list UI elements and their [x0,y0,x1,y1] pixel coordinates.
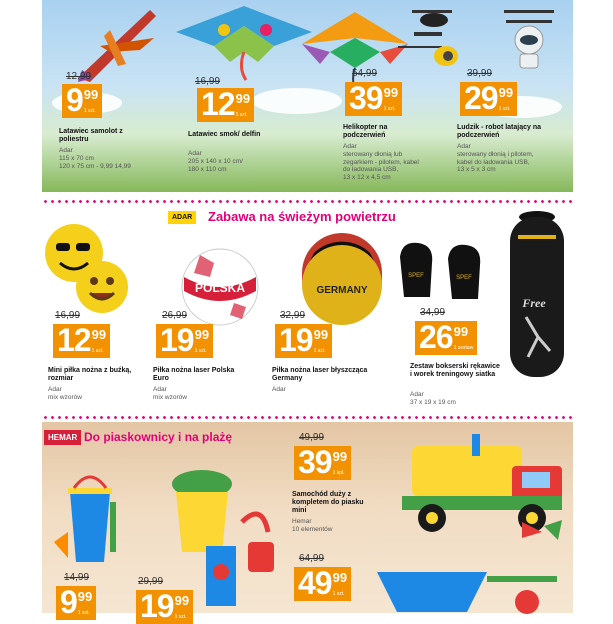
outdoor-section [42,207,573,413]
old-price: 49,99 [299,432,325,443]
price-unit: 1 szt. [313,348,326,354]
section-title: Do piaskownicy i na plażę [84,430,233,444]
glove-label: SPEF [456,275,472,281]
dotted-divider [42,200,573,203]
price-badge [53,324,110,358]
price-unit: 1 kpl. [332,470,345,476]
old-price: 12,99 [66,71,92,82]
glove-label: SPEF [408,273,424,279]
product-detail-line: zegarkiem - pilotem, kabel [343,158,419,166]
old-price: 39,99 [467,68,493,79]
price-unit: 1 szt. [83,108,96,114]
poland-ball-image [180,247,260,327]
product-detail-line: do ładowania USB, [343,166,399,174]
product-detail-line: 10 elementów [292,525,333,533]
price-badge [56,586,96,620]
helicopter-image [382,2,462,72]
product-brand: Adar [59,147,73,154]
brand-logo: ADAR [168,211,196,224]
product-name: Piłka nożna laser Polska Euro [153,367,235,383]
product-brand: Adar [48,386,62,393]
ball-label: GERMANY [316,285,368,296]
price-badge [294,567,351,601]
product-details [188,150,298,173]
price-integer: 12 [201,86,235,122]
bucket-set-image [50,462,130,572]
product-name: Piłka nożna laser błyszcząca Germany [272,367,368,383]
price-integer: 12 [57,322,91,358]
product-name: Mini piłka nożna z buźką, rozmiar [48,367,132,383]
price-badge [294,446,351,480]
price-unit: 1 szt. [332,591,345,597]
wheelbarrow-image [367,562,567,617]
product-detail-line: mix wzorów [48,393,82,401]
old-price: 26,99 [162,310,188,321]
product-detail-line: 115 x 70 cm [59,154,94,162]
price-unit: 1 szt. [194,348,207,354]
kites-section [42,0,573,192]
price-decimal: 99 [313,327,329,342]
product-detail-line: 13 x 5 x 3 cm [457,166,496,174]
boxing-gloves-image [394,237,494,307]
price-integer: 9 [60,584,77,620]
price-badge [156,324,213,358]
ball-label: POLSKA [194,281,246,295]
product-brand: Adar [272,386,286,393]
price-unit: 1 szt. [383,106,396,112]
product-detail-line: sterowany dłonią i pilotem, [457,150,534,158]
price-decimal: 99 [383,85,399,100]
price-badge [275,324,332,358]
price-unit: 1 szt. [77,610,90,616]
price-unit: 1 zestaw [453,345,474,351]
price-badge [136,590,193,624]
section-title: Zabawa na świeżym powietrzu [208,209,396,224]
product-name: Ludzik - robot latający na podczerwień [457,124,542,140]
product-detail-line: 180 x 110 cm [188,165,227,173]
price-decimal: 99 [453,324,469,339]
price-badge [415,321,477,355]
product-brand: Adar [457,143,471,150]
price-integer: 19 [160,322,194,358]
price-integer: 26 [419,319,453,355]
old-price: 14,99 [64,572,90,583]
price-decimal: 99 [174,593,190,608]
dragon-kite-image [174,2,314,82]
old-price: 29,99 [138,576,164,587]
product-name: Latawiec samolot z poliestru [59,128,123,144]
price-integer: 19 [140,588,174,624]
sand-section [42,422,573,624]
dotted-divider [42,416,573,419]
price-decimal: 99 [235,91,251,106]
product-brand: Hemar [292,518,312,525]
flying-robot-image [494,0,564,75]
price-decimal: 99 [194,327,210,342]
old-price: 16,99 [55,310,81,321]
product-detail-line: mix wzorów [153,393,187,401]
price-badge [197,88,254,122]
product-name: Samochód duży z kompletem do piasku mini [292,491,364,515]
product-detail-line: 205 x 140 x 10 cm/ [188,157,243,165]
product-details [457,143,567,174]
brand-logo: HEMAR [44,430,81,445]
product-brand: Adar [343,143,357,150]
price-badge [460,82,517,116]
old-price: 64,99 [299,553,325,564]
price-integer: 19 [279,322,313,358]
product-details [292,518,376,534]
price-badge [345,82,402,116]
old-price: 32,99 [280,310,306,321]
product-name: Latawiec smok/ delfin [188,131,261,138]
product-name: Helikopter na podczerwień [343,124,388,140]
product-details [272,386,372,394]
price-integer: 29 [464,80,498,116]
product-brand: Adar [188,150,202,157]
price-decimal: 99 [498,85,514,100]
product-name: Zestaw bokserski rękawice i worek treningowy siatka [410,363,500,379]
product-details [343,143,453,182]
product-detail-line: 120 x 75 cm - 9,99 14,99 [59,162,131,170]
germany-ball-image [300,243,384,327]
bag-label: Free [522,296,546,310]
smiley-balls-image [42,223,132,315]
old-price: 16,99 [195,76,221,87]
dump-truck-image [372,426,572,546]
product-details [48,386,148,402]
product-detail-line: kabel do ładowania USB, [457,158,530,166]
price-integer: 39 [298,444,332,480]
punching-bag-image [504,207,570,383]
price-decimal: 99 [77,589,93,604]
product-details [153,386,243,402]
price-decimal: 99 [83,87,99,102]
product-details [410,391,510,407]
old-price: 54,99 [352,68,378,79]
product-brand: Adar [153,386,167,393]
product-brand: Adar [410,391,424,398]
price-unit: 1 szt. [235,112,248,118]
price-badge [62,84,102,118]
price-integer: 39 [349,80,383,116]
price-unit: 1 szt. [174,614,187,620]
product-detail-line: sterowany dłonią lub [343,150,403,158]
price-decimal: 99 [332,570,348,585]
price-integer: 49 [298,565,332,601]
product-detail-line: 13 x 12 x 4,5 cm [343,174,391,182]
old-price: 34,99 [420,307,446,318]
price-decimal: 99 [332,449,348,464]
price-decimal: 99 [91,327,107,342]
price-unit: 1 szt. [91,348,104,354]
price-unit: 1 szt. [498,106,511,112]
product-detail-line: 37 x 19 x 19 cm [410,398,456,406]
product-details [59,147,179,170]
price-integer: 9 [66,82,83,118]
